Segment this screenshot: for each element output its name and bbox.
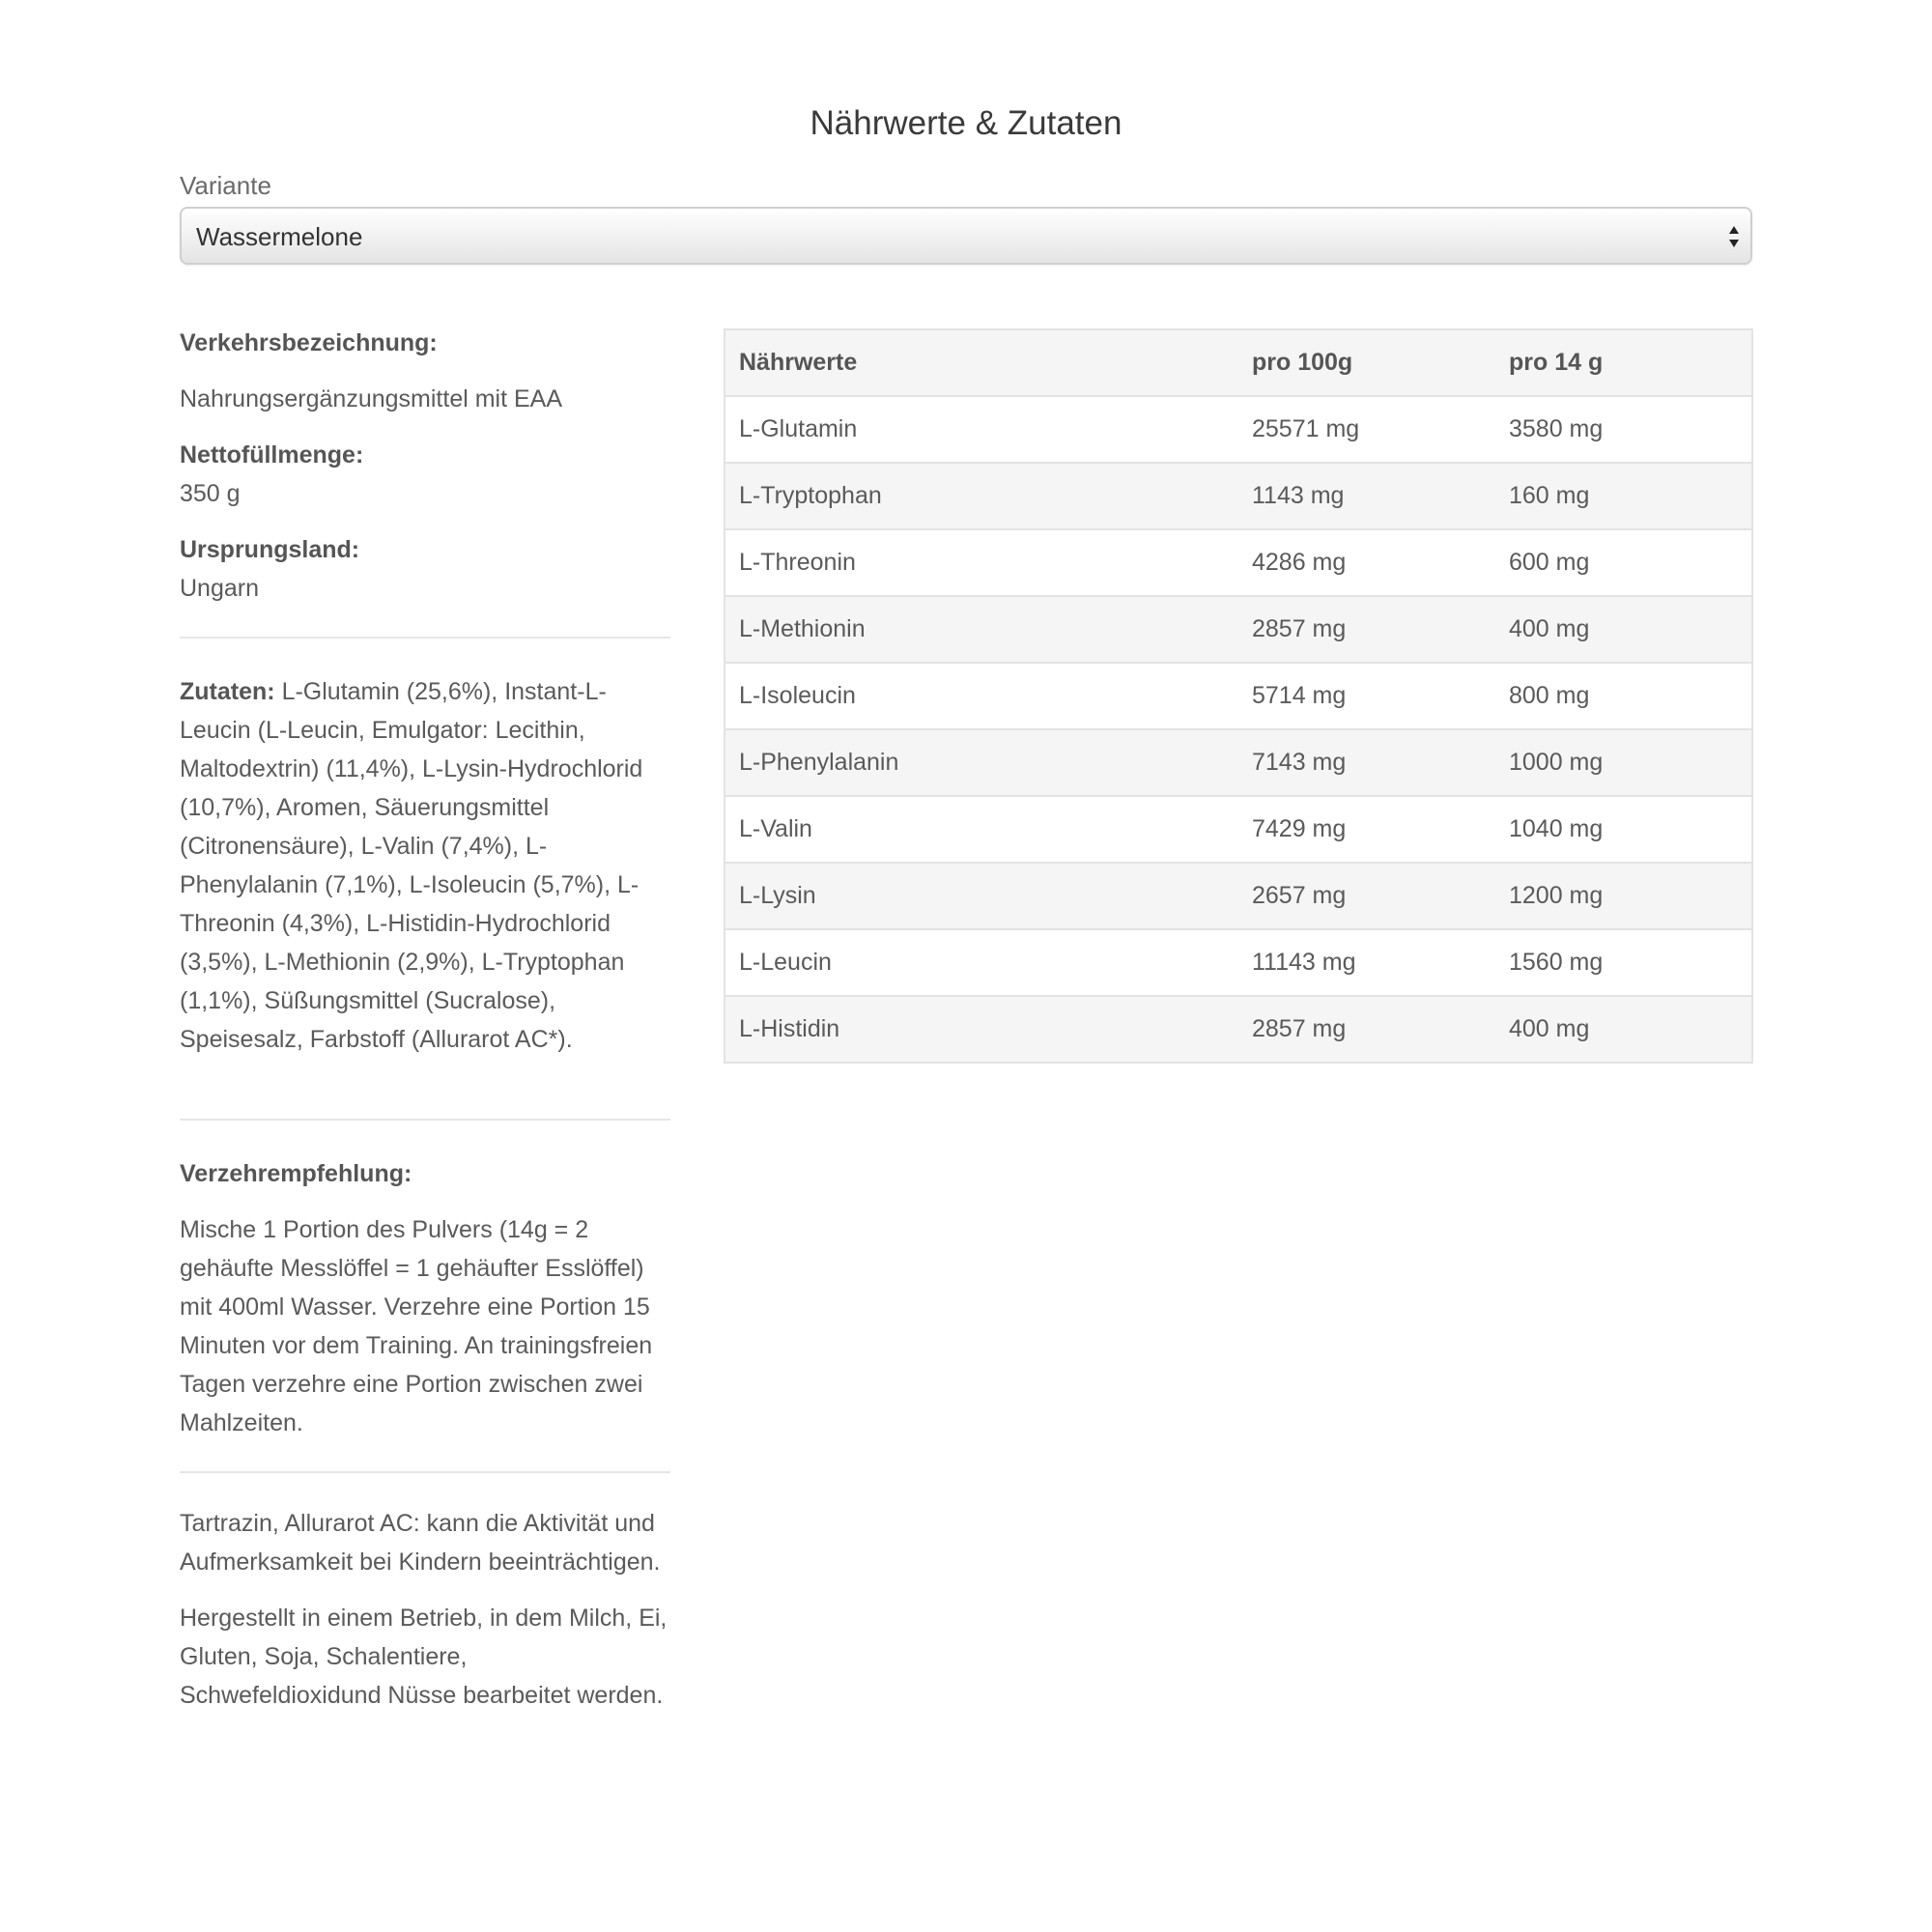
ingredients-label: Zutaten: — [180, 678, 275, 705]
table-cell: 2857 mg — [1238, 596, 1495, 663]
table-row — [725, 929, 1751, 996]
table-row — [725, 463, 1751, 529]
table-row — [725, 729, 1751, 796]
table-row — [725, 396, 1751, 463]
table-cell: L-Tryptophan — [725, 463, 1238, 529]
table-cell: 4286 mg — [1238, 529, 1495, 596]
warning-text: Tartrazin, Allurarot AC: kann die Aktivität und Aufmerksamkeit bei Kindern beeinträchtigen. — [180, 1510, 661, 1576]
origin-value: Ungarn — [180, 575, 259, 602]
usage-text: Mische 1 Portion des Pulvers (14g = 2 gehäufte Messlöffel = 1 gehäufter Esslöffel) mit 400ml Wasser. Verzehre eine Portion 15 Minuten vor dem Training. An trainingsfreien Tagen verzehre eine Portion zwischen zwei Mahlzeiten. — [180, 1216, 653, 1436]
table-cell: 1143 mg — [1238, 463, 1495, 529]
table-row — [725, 796, 1751, 863]
table-cell: 2857 mg — [1238, 996, 1495, 1062]
table-cell: 7143 mg — [1238, 729, 1495, 796]
variant-label: Variante — [180, 171, 271, 200]
table-cell: L-Phenylalanin — [725, 729, 1238, 796]
table-cell: 7429 mg — [1238, 796, 1495, 863]
page-title: Nährwerte & Zutaten — [810, 104, 1122, 142]
designation-label: Verkehrsbezeichnung: — [180, 329, 438, 356]
table-header-cell: pro 14 g — [1495, 330, 1751, 396]
table-row — [725, 596, 1751, 663]
table-row — [725, 863, 1751, 929]
table-cell: L-Valin — [725, 796, 1238, 863]
table-cell: 400 mg — [1495, 596, 1751, 663]
table-header-row — [725, 330, 1751, 396]
table-cell: L-Histidin — [725, 996, 1238, 1062]
table-cell: L-Isoleucin — [725, 663, 1238, 729]
ingredients-block — [180, 672, 670, 1059]
table-cell: L-Glutamin — [725, 396, 1238, 463]
table-cell: L-Lysin — [725, 863, 1238, 929]
table-cell: L-Leucin — [725, 929, 1238, 996]
table-cell: 400 mg — [1495, 996, 1751, 1062]
table-cell: 2657 mg — [1238, 863, 1495, 929]
table-cell: L-Threonin — [725, 529, 1238, 596]
table-cell: 600 mg — [1495, 529, 1751, 596]
table-cell: 1000 mg — [1495, 729, 1751, 796]
table-cell: 1200 mg — [1495, 863, 1751, 929]
table-cell: 800 mg — [1495, 663, 1751, 729]
select-arrows-icon — [1727, 224, 1741, 249]
variant-select[interactable] — [180, 207, 1752, 265]
table-row — [725, 996, 1751, 1062]
divider — [180, 1471, 670, 1473]
table-row — [725, 663, 1751, 729]
table-cell: L-Methionin — [725, 596, 1238, 663]
usage-label: Verzehrempfehlung: — [180, 1160, 412, 1187]
table-cell: 160 mg — [1495, 463, 1751, 529]
table-row — [725, 529, 1751, 596]
table-cell: 25571 mg — [1238, 396, 1495, 463]
nutrition-table — [724, 328, 1753, 1064]
divider — [180, 1119, 670, 1121]
divider — [180, 637, 670, 639]
allergens-text: Hergestellt in einem Betrieb, in dem Milch, Ei, Gluten, Soja, Schalentiere, Schwefeldioxidund Nüsse bearbeitet werden. — [180, 1605, 668, 1709]
table-header-cell: Nährwerte — [725, 330, 1238, 396]
net-quantity-label: Nettofüllmenge: — [180, 441, 364, 469]
table-cell: 1560 mg — [1495, 929, 1751, 996]
table-header-cell: pro 100g — [1238, 330, 1495, 396]
table-cell: 5714 mg — [1238, 663, 1495, 729]
ingredients-text: L-Glutamin (25,6%), Instant-L-Leucin (L-Leucin, Emulgator: Lecithin, Maltodextrin) (11,4%), L-Lysin-Hydrochlorid (10,7%), Aromen, Säuerungsmittel (Citronensäure), L-Valin (7,4%), L-Phenylalanin (7,1%), L-Isoleucin (5,7%), L-Threonin (4,3%), L-Histidin-Hydrochlorid (3,5%), L-Methionin (2,9%), L-Tryptophan (1,1%), Süßungsmittel (Sucralose), Speisesalz, Farbstoff (Allurarot AC*). — [180, 678, 643, 1053]
product-info-column — [180, 324, 670, 1715]
variant-selected-value: Wassermelone — [196, 222, 363, 251]
table-cell: 3580 mg — [1495, 396, 1751, 463]
net-quantity-value: 350 g — [180, 480, 241, 507]
table-cell: 11143 mg — [1238, 929, 1495, 996]
origin-label: Ursprungsland: — [180, 536, 360, 563]
designation-value: Nahrungsergänzungsmittel mit EAA — [180, 385, 563, 412]
table-cell: 1040 mg — [1495, 796, 1751, 863]
